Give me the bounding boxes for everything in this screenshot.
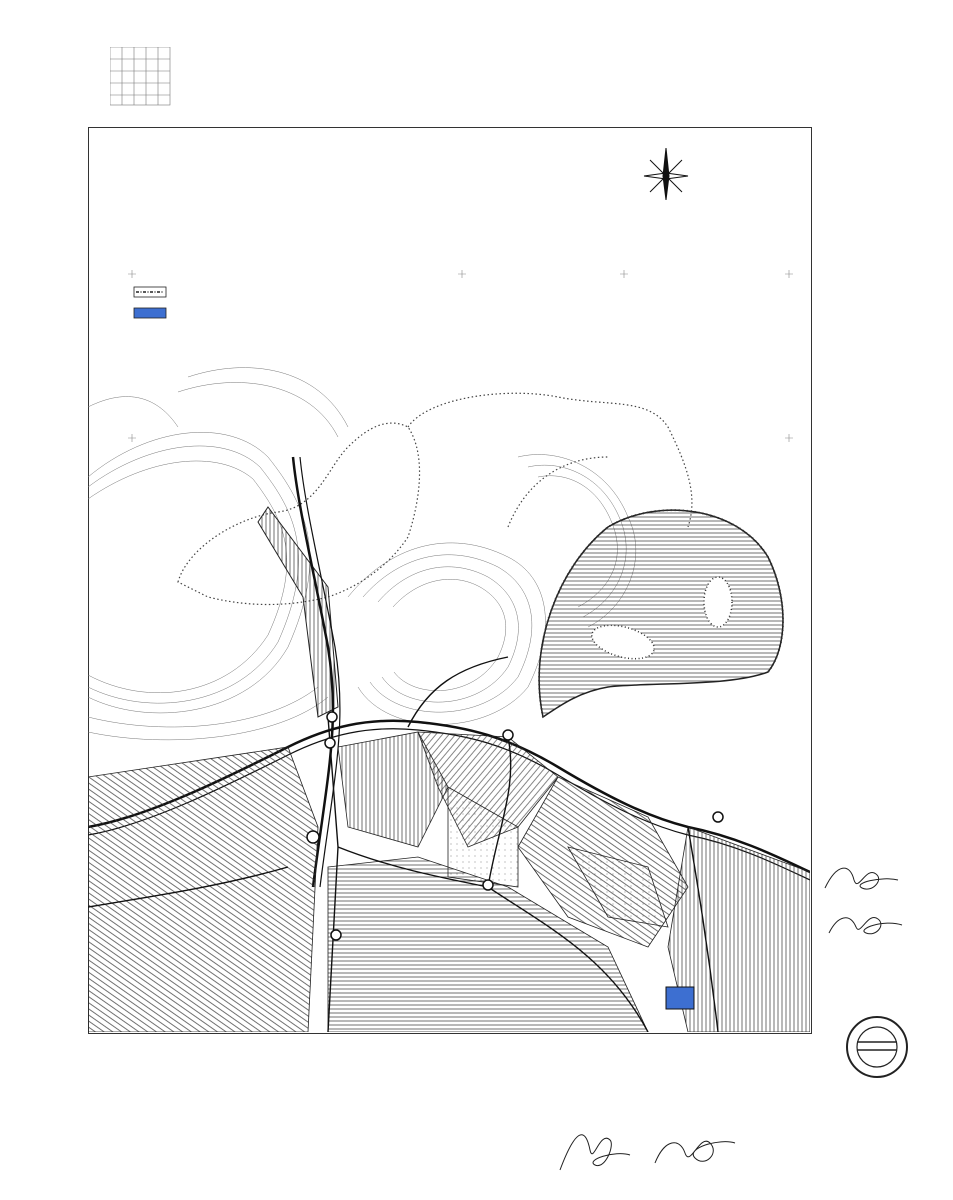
signature-right <box>650 1118 740 1183</box>
index-grid <box>110 47 174 112</box>
signature-side-1 <box>822 858 902 903</box>
official-seal <box>842 1012 912 1087</box>
plan-map <box>88 127 810 1037</box>
signature-left <box>555 1120 635 1185</box>
signature-side-2 <box>826 905 906 950</box>
